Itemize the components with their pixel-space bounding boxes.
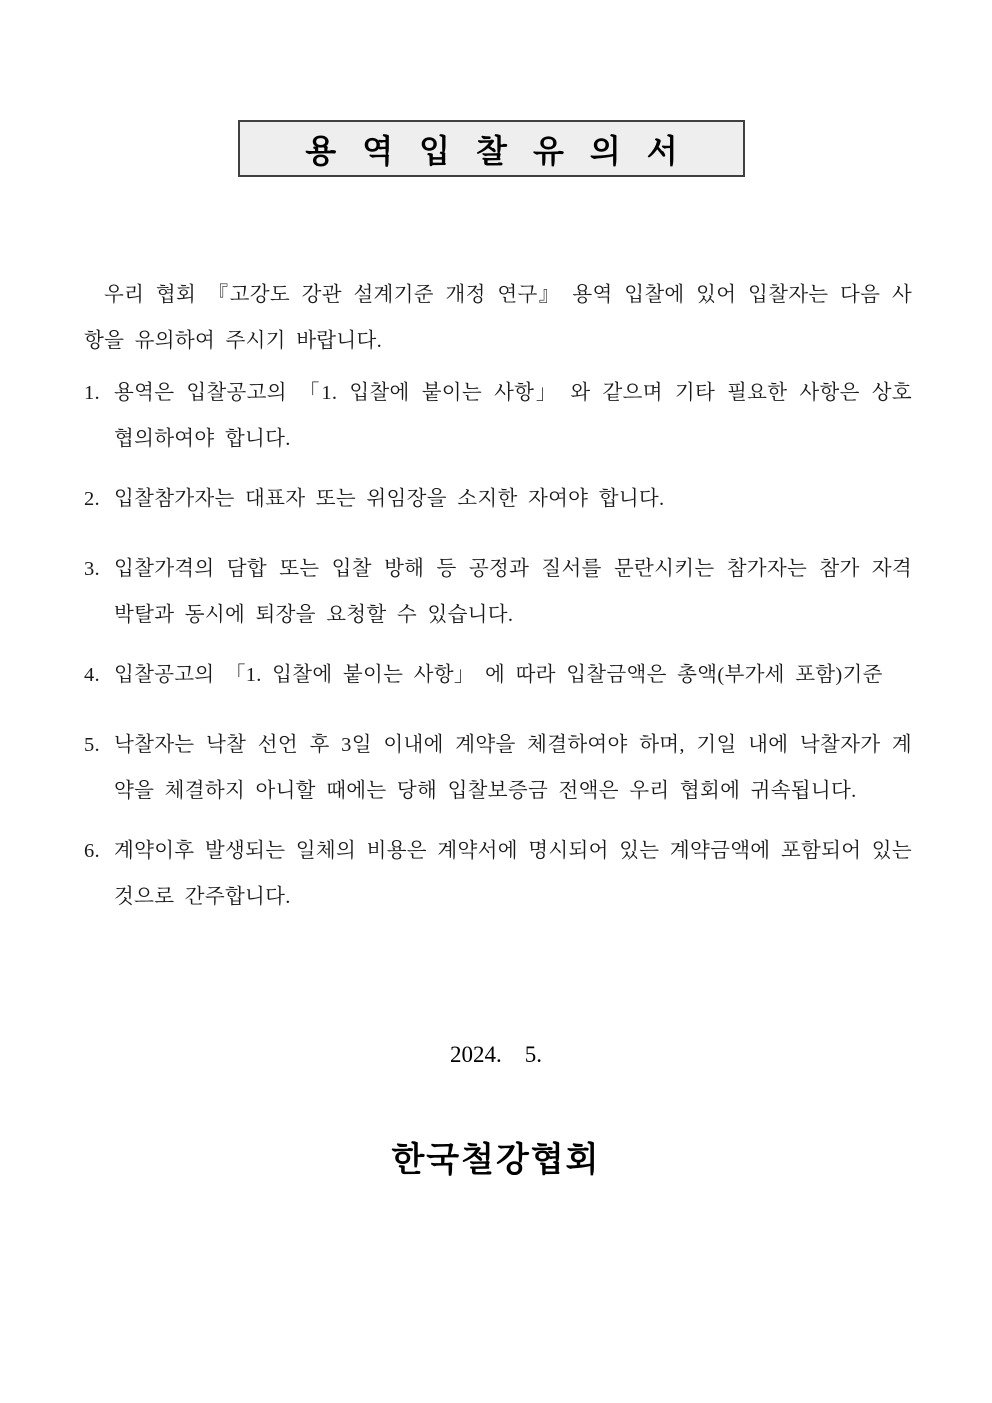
notice-item-3 <box>84 546 912 638</box>
notice-item-1 <box>84 370 912 462</box>
item-number: 1. <box>84 382 100 404</box>
item-number: 4. <box>84 664 100 686</box>
item-text: 입찰공고의 「1. 입찰에 붙이는 사항」 에 따라 입찰금액은 총액(부가세 포함)기준 <box>114 664 883 686</box>
notice-item-2 <box>84 476 912 522</box>
title-box <box>238 120 745 177</box>
item-number: 5. <box>84 734 100 756</box>
item-text: 낙찰자는 낙찰 선언 후 3일 이내에 계약을 체결하여야 하며, 기일 내에 낙찰자가 계약을 체결하지 아니할 때에는 당해 입찰보증금 전액은 우리 협회에 귀속됩니다. <box>114 734 912 802</box>
document-title: 용 역 입 찰 유 의 서 <box>305 132 687 169</box>
document-body <box>84 272 912 934</box>
item-text: 계약이후 발생되는 일체의 비용은 계약서에 명시되어 있는 계약금액에 포함되어 있는 것으로 간주합니다. <box>114 840 912 908</box>
item-number: 2. <box>84 488 100 510</box>
organization-name: 한국철강협회 <box>391 1142 601 1179</box>
item-text: 입찰참가자는 대표자 또는 위임장을 소지한 자여야 합니다. <box>114 488 665 510</box>
item-text: 입찰가격의 담합 또는 입찰 방해 등 공정과 질서를 문란시키는 참가자는 참가 자격 박탈과 동시에 퇴장을 요청할 수 있습니다. <box>114 558 912 626</box>
notice-item-4 <box>84 652 912 698</box>
item-number: 6. <box>84 840 100 862</box>
item-number: 3. <box>84 558 100 580</box>
notice-item-6 <box>84 828 912 920</box>
date-line: 2024. 5. <box>450 1042 542 1067</box>
notice-item-5 <box>84 722 912 814</box>
item-text: 용역은 입찰공고의 「1. 입찰에 붙이는 사항」 와 같으며 기타 필요한 사항은 상호 협의하여야 합니다. <box>114 382 912 450</box>
intro-paragraph: 우리 협회 『고강도 강관 설계기준 개정 연구』 용역 입찰에 있어 입찰자는 다음 사항을 유의하여 주시기 바랍니다. <box>84 284 912 352</box>
